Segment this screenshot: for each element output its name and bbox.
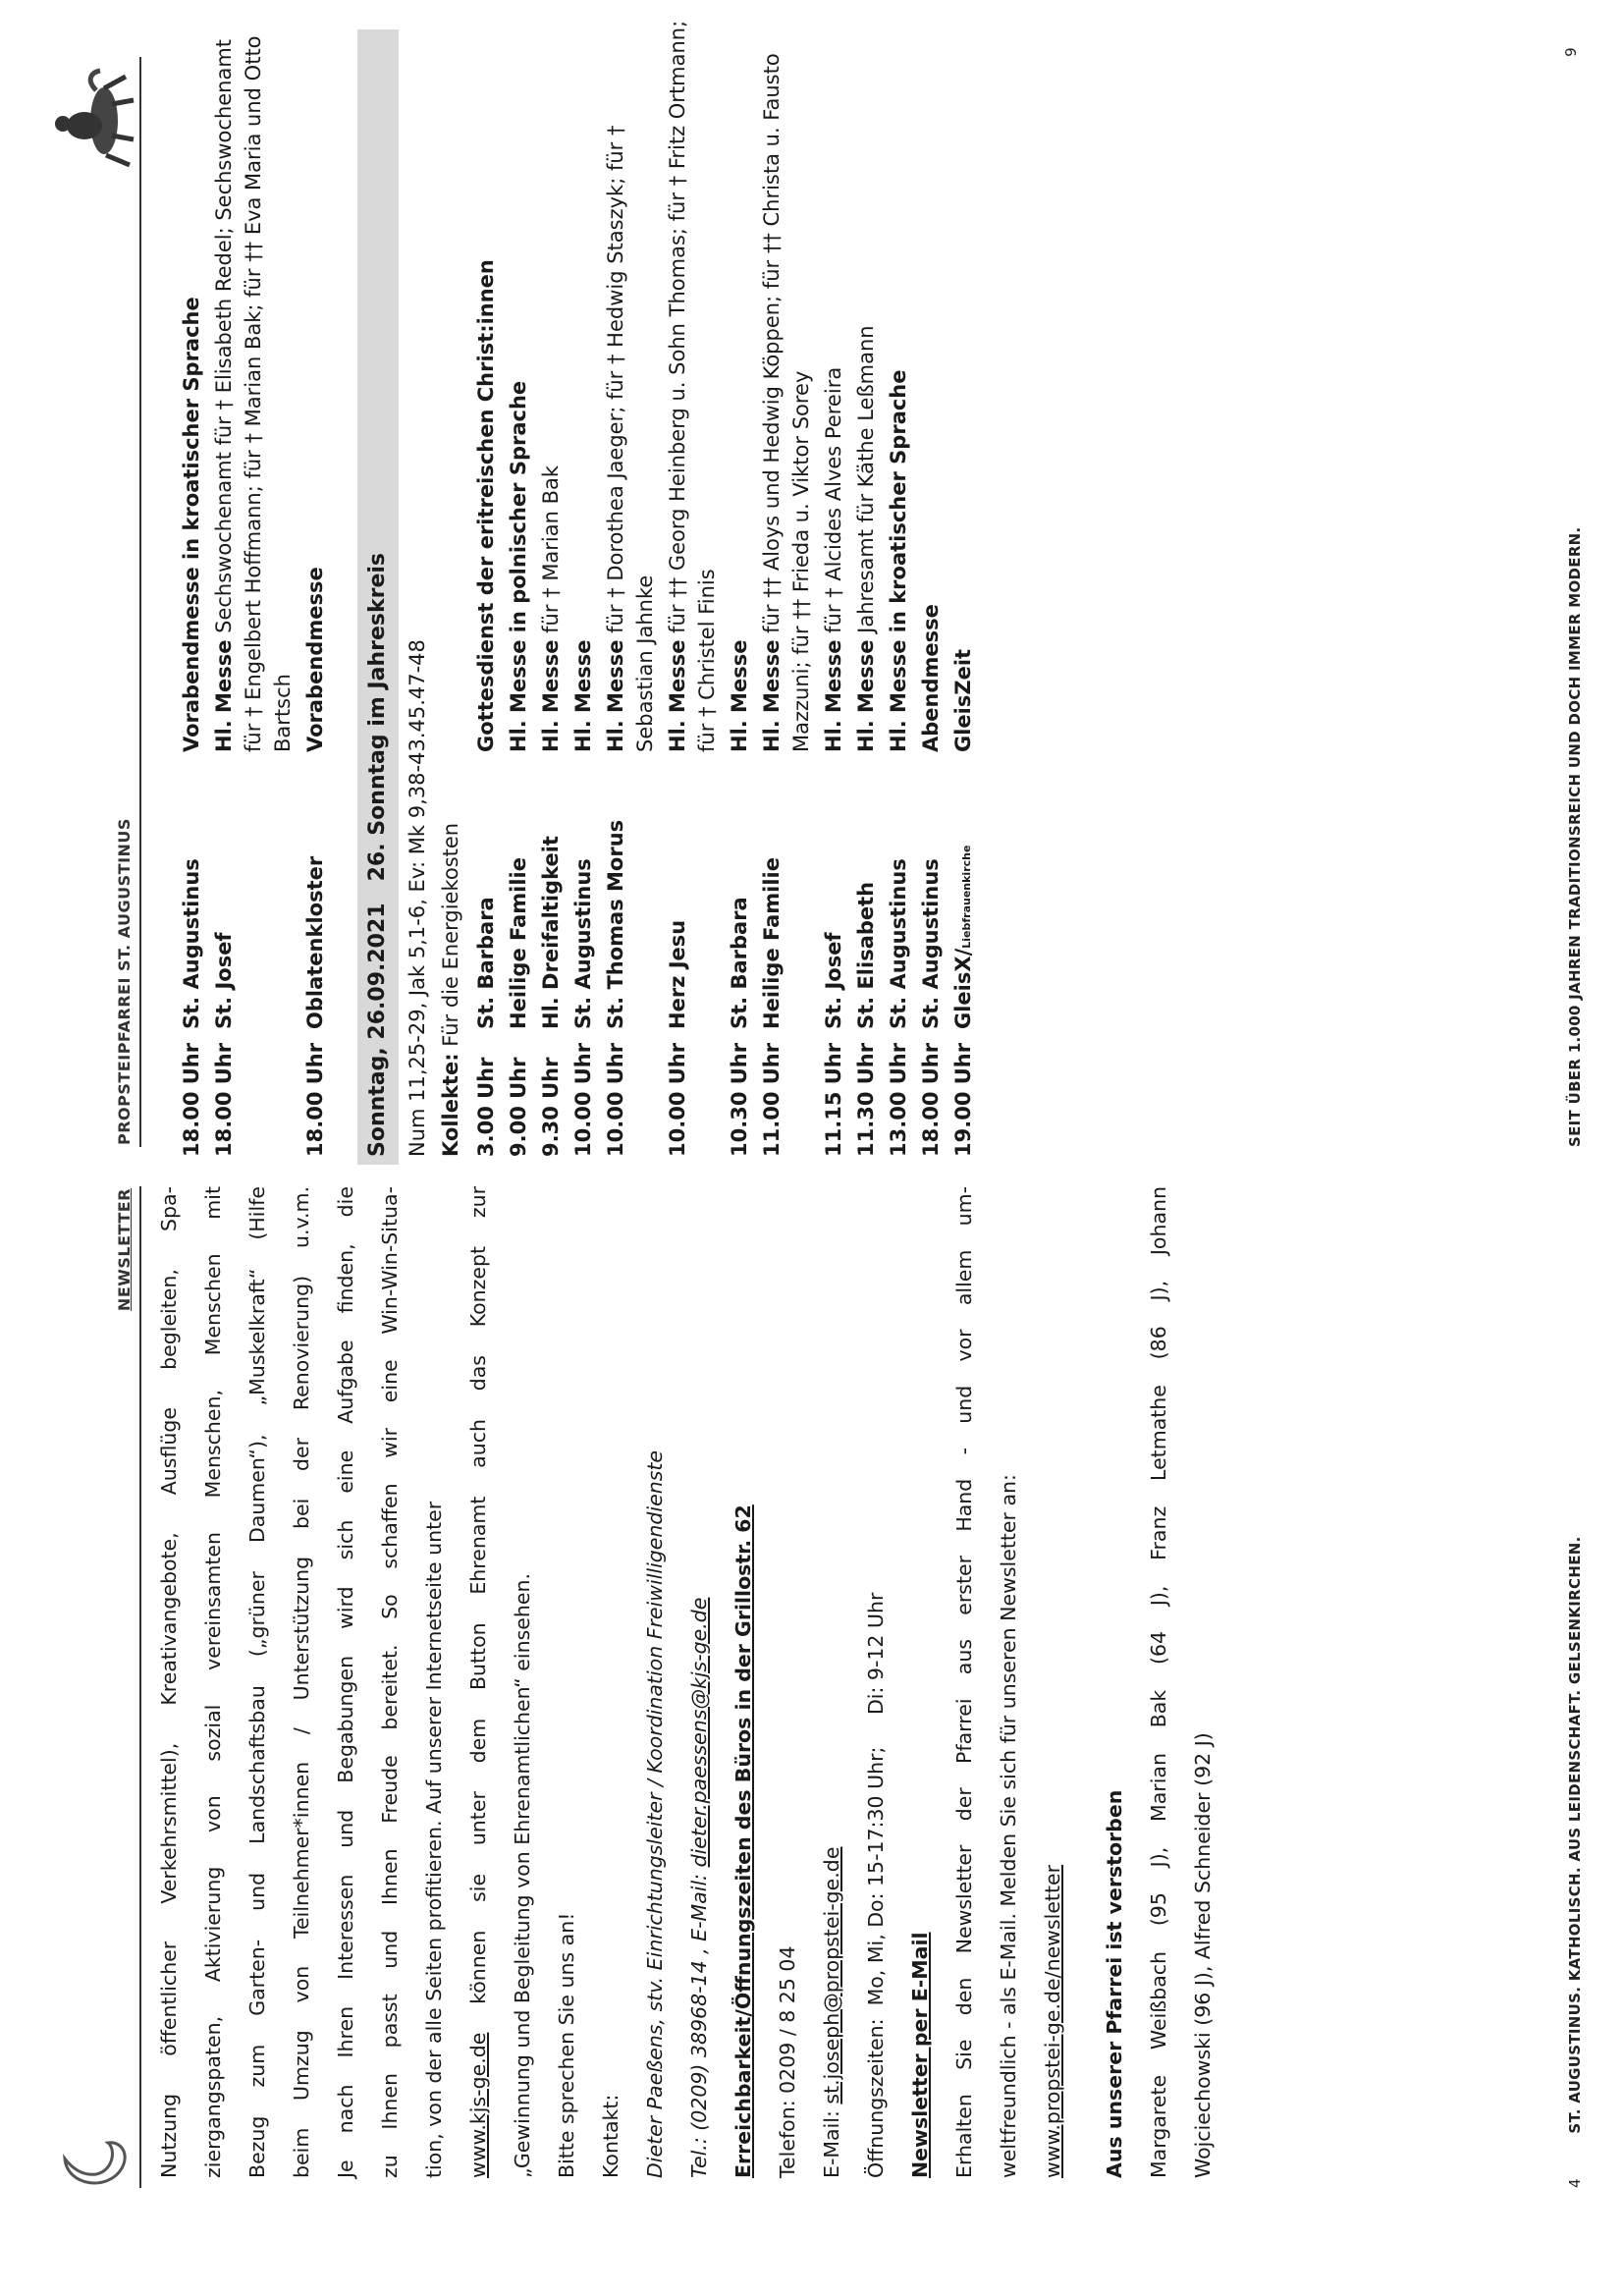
schedule-time: 18.00 Uhr (180, 1042, 203, 1157)
schedule-place (757, 752, 786, 1029)
text-line: zu Ihnen passt und Ihnen Freude bereitet. So schaffen wir eine Win-Win-Situa- (378, 1186, 402, 2178)
rider-logo-icon (47, 67, 135, 175)
contact-label: Kontakt: (599, 2094, 623, 2178)
event-title: Hl. Messe (571, 639, 595, 752)
ask-text: Bitte sprechen Sie uns an! (555, 1912, 578, 2178)
place-name: St. Barbara (474, 897, 498, 1029)
schedule-place (663, 752, 692, 1029)
schedule-row (471, 18, 501, 1157)
deceased-heading: Aus unserer Pfarrei ist verstorben (1103, 1789, 1126, 2178)
mass-schedule (177, 18, 982, 1157)
schedule-time: 3.00 Uhr (474, 1057, 498, 1157)
schedule-place (504, 752, 533, 1029)
schedule-row (568, 18, 598, 1157)
office-email-link[interactable]: st.joseph@propstei-ge.de (820, 1846, 843, 2105)
event-title: Vorabendmesse (303, 567, 327, 752)
schedule-event (851, 18, 881, 752)
schedule-row (916, 18, 946, 1157)
schedule-place (471, 752, 501, 1029)
schedule-event (536, 18, 566, 752)
schedule-event (916, 18, 946, 752)
right-page-header (79, 57, 141, 1147)
kollekte-label: Kollekte: (439, 1053, 462, 1157)
place-name: Heilige Familie (507, 856, 530, 1029)
text-line-kjs (457, 1186, 501, 2178)
place-name: St. Barbara (728, 897, 751, 1029)
place-name: St. Augustinus (919, 858, 943, 1029)
schedule-place (948, 752, 982, 1029)
text-line: beim Umzug von Teilnehmer*innen / Unterstützung bei der Renovierung) u.v.m. (290, 1186, 313, 2178)
schedule-row (601, 18, 660, 1157)
schedule-time: 9.30 Uhr (539, 1057, 563, 1157)
event-title: Hl. Messe (212, 639, 236, 752)
schedule-place (209, 752, 239, 1029)
place-name: St. Augustinus (180, 858, 203, 1029)
deceased-names: Margarete Weißbach (95 J), Marian Bak (64 J), Franz Letmathe (86 J), Johann (1147, 1186, 1170, 2178)
place-subname: Liebfrauenkirche (960, 845, 973, 949)
sunday-heading (357, 29, 399, 1165)
place-name: St. Thomas Morus (604, 819, 627, 1029)
office-hours: Öffnungszeiten: Mo, Mi, Do: 15-17:30 Uhr; Di: 9-12 Uhr (864, 1592, 888, 2178)
schedule-place (601, 752, 630, 1029)
event-title: Abendmesse (919, 604, 943, 752)
place-name: Heilige Familie (760, 856, 784, 1029)
contact-name: Dieter Paeßens, stv. Einrichtungsleiter / Koordination Freiwilligendienste (643, 1449, 667, 2178)
schedule-event (209, 18, 298, 752)
schedule-row (177, 18, 206, 1157)
event-title: Hl. Messe (728, 639, 751, 752)
schedule-time: 11.30 Uhr (854, 1042, 878, 1157)
left-page-body (147, 1186, 1225, 2178)
right-page-footer (1562, 47, 1584, 1147)
schedule-place (916, 752, 946, 1029)
schedule-row (948, 18, 982, 1157)
schedule-time: 19.00 Uhr (951, 1042, 975, 1157)
schedule-row (725, 18, 754, 1157)
event-title: Hl. Messe (604, 639, 627, 752)
footer-slogan: ST. AUGUSTINUS. KATHOLISCH. AUS LEIDENSCHAFT. GELSENKIRCHEN. (1566, 1536, 1584, 2134)
kollekte-line (436, 18, 465, 1157)
schedule-event (725, 18, 754, 752)
event-detail: für †† Georg Heinberg u. Sohn Thomas; für † Fritz Ortmann; für † Christel Finis (666, 20, 719, 752)
place-name: St. Augustinus (887, 858, 910, 1029)
schedule-place (819, 752, 848, 1029)
schedule-event (471, 18, 501, 752)
schedule-time: 18.00 Uhr (303, 1042, 327, 1157)
text-line: tion, von der alle Seiten profitieren. Auf unserer Internetseite unter (422, 1501, 446, 2178)
schedule-event (568, 18, 598, 752)
event-detail: für † Marian Bak (539, 465, 563, 640)
schedule-time: 11.00 Uhr (760, 1042, 784, 1157)
text-line: „Gewinnung und Begleitung von Ehrenamtlichen“ einsehen. (511, 1572, 534, 2178)
contact-line (677, 1186, 722, 2178)
schedule-event (757, 18, 816, 752)
schedule-row (209, 18, 298, 1157)
schedule-place (725, 752, 754, 1029)
schedule-event (819, 18, 848, 752)
event-detail: Jahresamt für Käthe Leßmann (854, 325, 878, 640)
event-title: Hl. Messe in polnischer Sprache (507, 380, 530, 752)
deceased-names: Wojciechowski (96 J), Alfred Schneider (92 J) (1191, 1732, 1215, 2178)
event-title: Hl. Messe (539, 639, 563, 752)
schedule-time: 9.00 Uhr (507, 1057, 530, 1157)
crescent-logo-icon (57, 2135, 135, 2198)
event-detail: für † Alcides Alves Pereira (822, 366, 845, 640)
office-heading: Erreichbarkeit/Öffnungszeiten des Büros in der Grillostr. 62 (731, 1504, 755, 2178)
schedule-event (504, 18, 533, 752)
contact-tel: Tel.: (0209) 38968-14 , E-Mail: (687, 1867, 711, 2178)
left-page-header (79, 1186, 141, 2188)
schedule-place (177, 752, 206, 1029)
schedule-event (177, 18, 206, 752)
schedule-time: 10.00 Uhr (666, 1042, 689, 1157)
schedule-time: 11.15 Uhr (822, 1042, 845, 1157)
schedule-row (884, 18, 913, 1157)
footer-slogan: SEIT ÜBER 1.000 JAHREN TRADITIONSREICH UND DOCH IMMER MODERN. (1566, 526, 1584, 1147)
left-page (0, 1167, 1624, 2296)
schedule-time: 10.30 Uhr (728, 1042, 751, 1157)
place-name: St. Josef (822, 932, 845, 1029)
sunday-date: Sonntag, 26.09.2021 (365, 902, 390, 1157)
event-detail: für †† Aloys und Hedwig Köppen; für †† Christa u. Fausto Mazzuni; für †† Frieda u. Viktor Sorey (760, 53, 813, 752)
place-name: Oblatenkloster (303, 855, 327, 1029)
schedule-place (884, 752, 913, 1029)
place-name: St. Elisabeth (854, 881, 878, 1029)
page-number: 4 (1566, 2178, 1584, 2188)
schedule-event (948, 18, 978, 752)
event-title: Hl. Messe (760, 639, 784, 752)
event-title: Hl. Messe in kroatischer Sprache (887, 369, 910, 752)
text-line: Bezug zum Garten- und Landschaftsbau („grüner Daumen“), „Muskelkraft“ (Hilfe (245, 1186, 269, 2178)
schedule-place (568, 752, 598, 1029)
email-label: E-Mail: (820, 2104, 843, 2178)
schedule-row (757, 18, 816, 1157)
newsletter-text: Erhalten Sie den Newsletter der Pfarrei aus erster Hand - und vor allem um- (952, 1186, 976, 2178)
kjs-text: können sie unter dem Button Ehrenamt auch das Konzept zur (466, 1186, 490, 2033)
text-line: ziergangspaten, Aktivierung von sozial vereinsamten Menschen, Menschen mit (201, 1186, 225, 2178)
schedule-row (504, 18, 533, 1157)
office-phone: Telefon: 0209 / 8 25 04 (776, 1945, 799, 2178)
spacer (330, 18, 357, 1157)
kollekte-text: Für die Energiekosten (439, 822, 462, 1054)
schedule-time: 10.00 Uhr (571, 1042, 595, 1157)
sunday-readings: Num 11,25-29, Jak 5,1-6, Ev: Mk 9,38-43.45.47-48 (406, 639, 429, 1157)
section-title: NEWSLETTER (115, 1188, 134, 1312)
place-name: GleisX/ (951, 948, 975, 1029)
place-name: St. Josef (212, 932, 236, 1029)
event-title: Hl. Messe (822, 639, 845, 752)
schedule-row (300, 18, 330, 1157)
schedule-row (819, 18, 848, 1157)
event-title: Hl. Messe (666, 639, 689, 752)
newsletter-text: weltfreundlich - als E-Mail. Melden Sie sich für unseren Newsletter an: (997, 1474, 1020, 2178)
event-detail: Sechswochenamt für † Elisabeth Redel; Sechswochenamt für † Engelbert Hoffmann; für † Marian Bak; für †† Eva Maria und Otto Bartsch (212, 35, 295, 752)
schedule-place (536, 752, 566, 1029)
place-name: Hl. Dreifaltigkeit (539, 836, 563, 1029)
schedule-event (663, 18, 722, 752)
event-title: Vorabendmesse in kroatischer Sprache (180, 297, 203, 752)
place-name: St. Augustinus (571, 858, 595, 1029)
schedule-time: 13.00 Uhr (887, 1042, 910, 1157)
text-line: Je nach Ihren Interessen und Begabungen wird sich eine Aufgabe finden, die (334, 1186, 357, 2178)
kjs-website-link[interactable]: www.kjs-ge.de (466, 2032, 490, 2178)
sunday-name: 26. Sonntag im Jahreskreis (365, 553, 390, 882)
schedule-row (536, 18, 566, 1157)
event-title: GleisZeit (951, 648, 975, 752)
schedule-event (601, 18, 660, 752)
contact-email-link[interactable]: dieter.paessens@kjs-ge.de (687, 1597, 711, 1868)
schedule-time: 18.00 Uhr (919, 1042, 943, 1157)
text-line: Nutzung öffentlicher Verkehrsmittel), Kreativangebote, Ausflüge begleiten, Spa- (157, 1186, 181, 2178)
left-page-footer (1566, 1167, 1584, 2188)
place-name: Herz Jesu (666, 919, 689, 1029)
schedule-time: 10.00 Uhr (604, 1042, 627, 1157)
schedule-time: 18.00 Uhr (212, 1042, 236, 1157)
schedule-event (884, 18, 913, 752)
schedule-place (851, 752, 881, 1029)
office-email-line (810, 1186, 854, 2178)
event-detail: für † Dorothea Jaeger; für † Hedwig Staszyk; für † Sebastian Jahnke (604, 125, 657, 752)
schedule-row (851, 18, 881, 1157)
schedule-row (663, 18, 722, 1157)
newsletter-link[interactable]: www.propstei-ge.de/newsletter (1041, 1864, 1064, 2178)
schedule-event (300, 18, 330, 752)
page-number: 9 (1562, 47, 1580, 57)
schedule-place (300, 752, 330, 1029)
newsletter-heading: Newsletter per E-Mail (908, 1932, 932, 2178)
event-title: Hl. Messe (854, 639, 878, 752)
event-title: Gottesdienst der eritreischen Christ:innen (474, 259, 498, 752)
section-title: PROPSTEIPFARREI ST. AUGUSTINUS (115, 818, 134, 1145)
